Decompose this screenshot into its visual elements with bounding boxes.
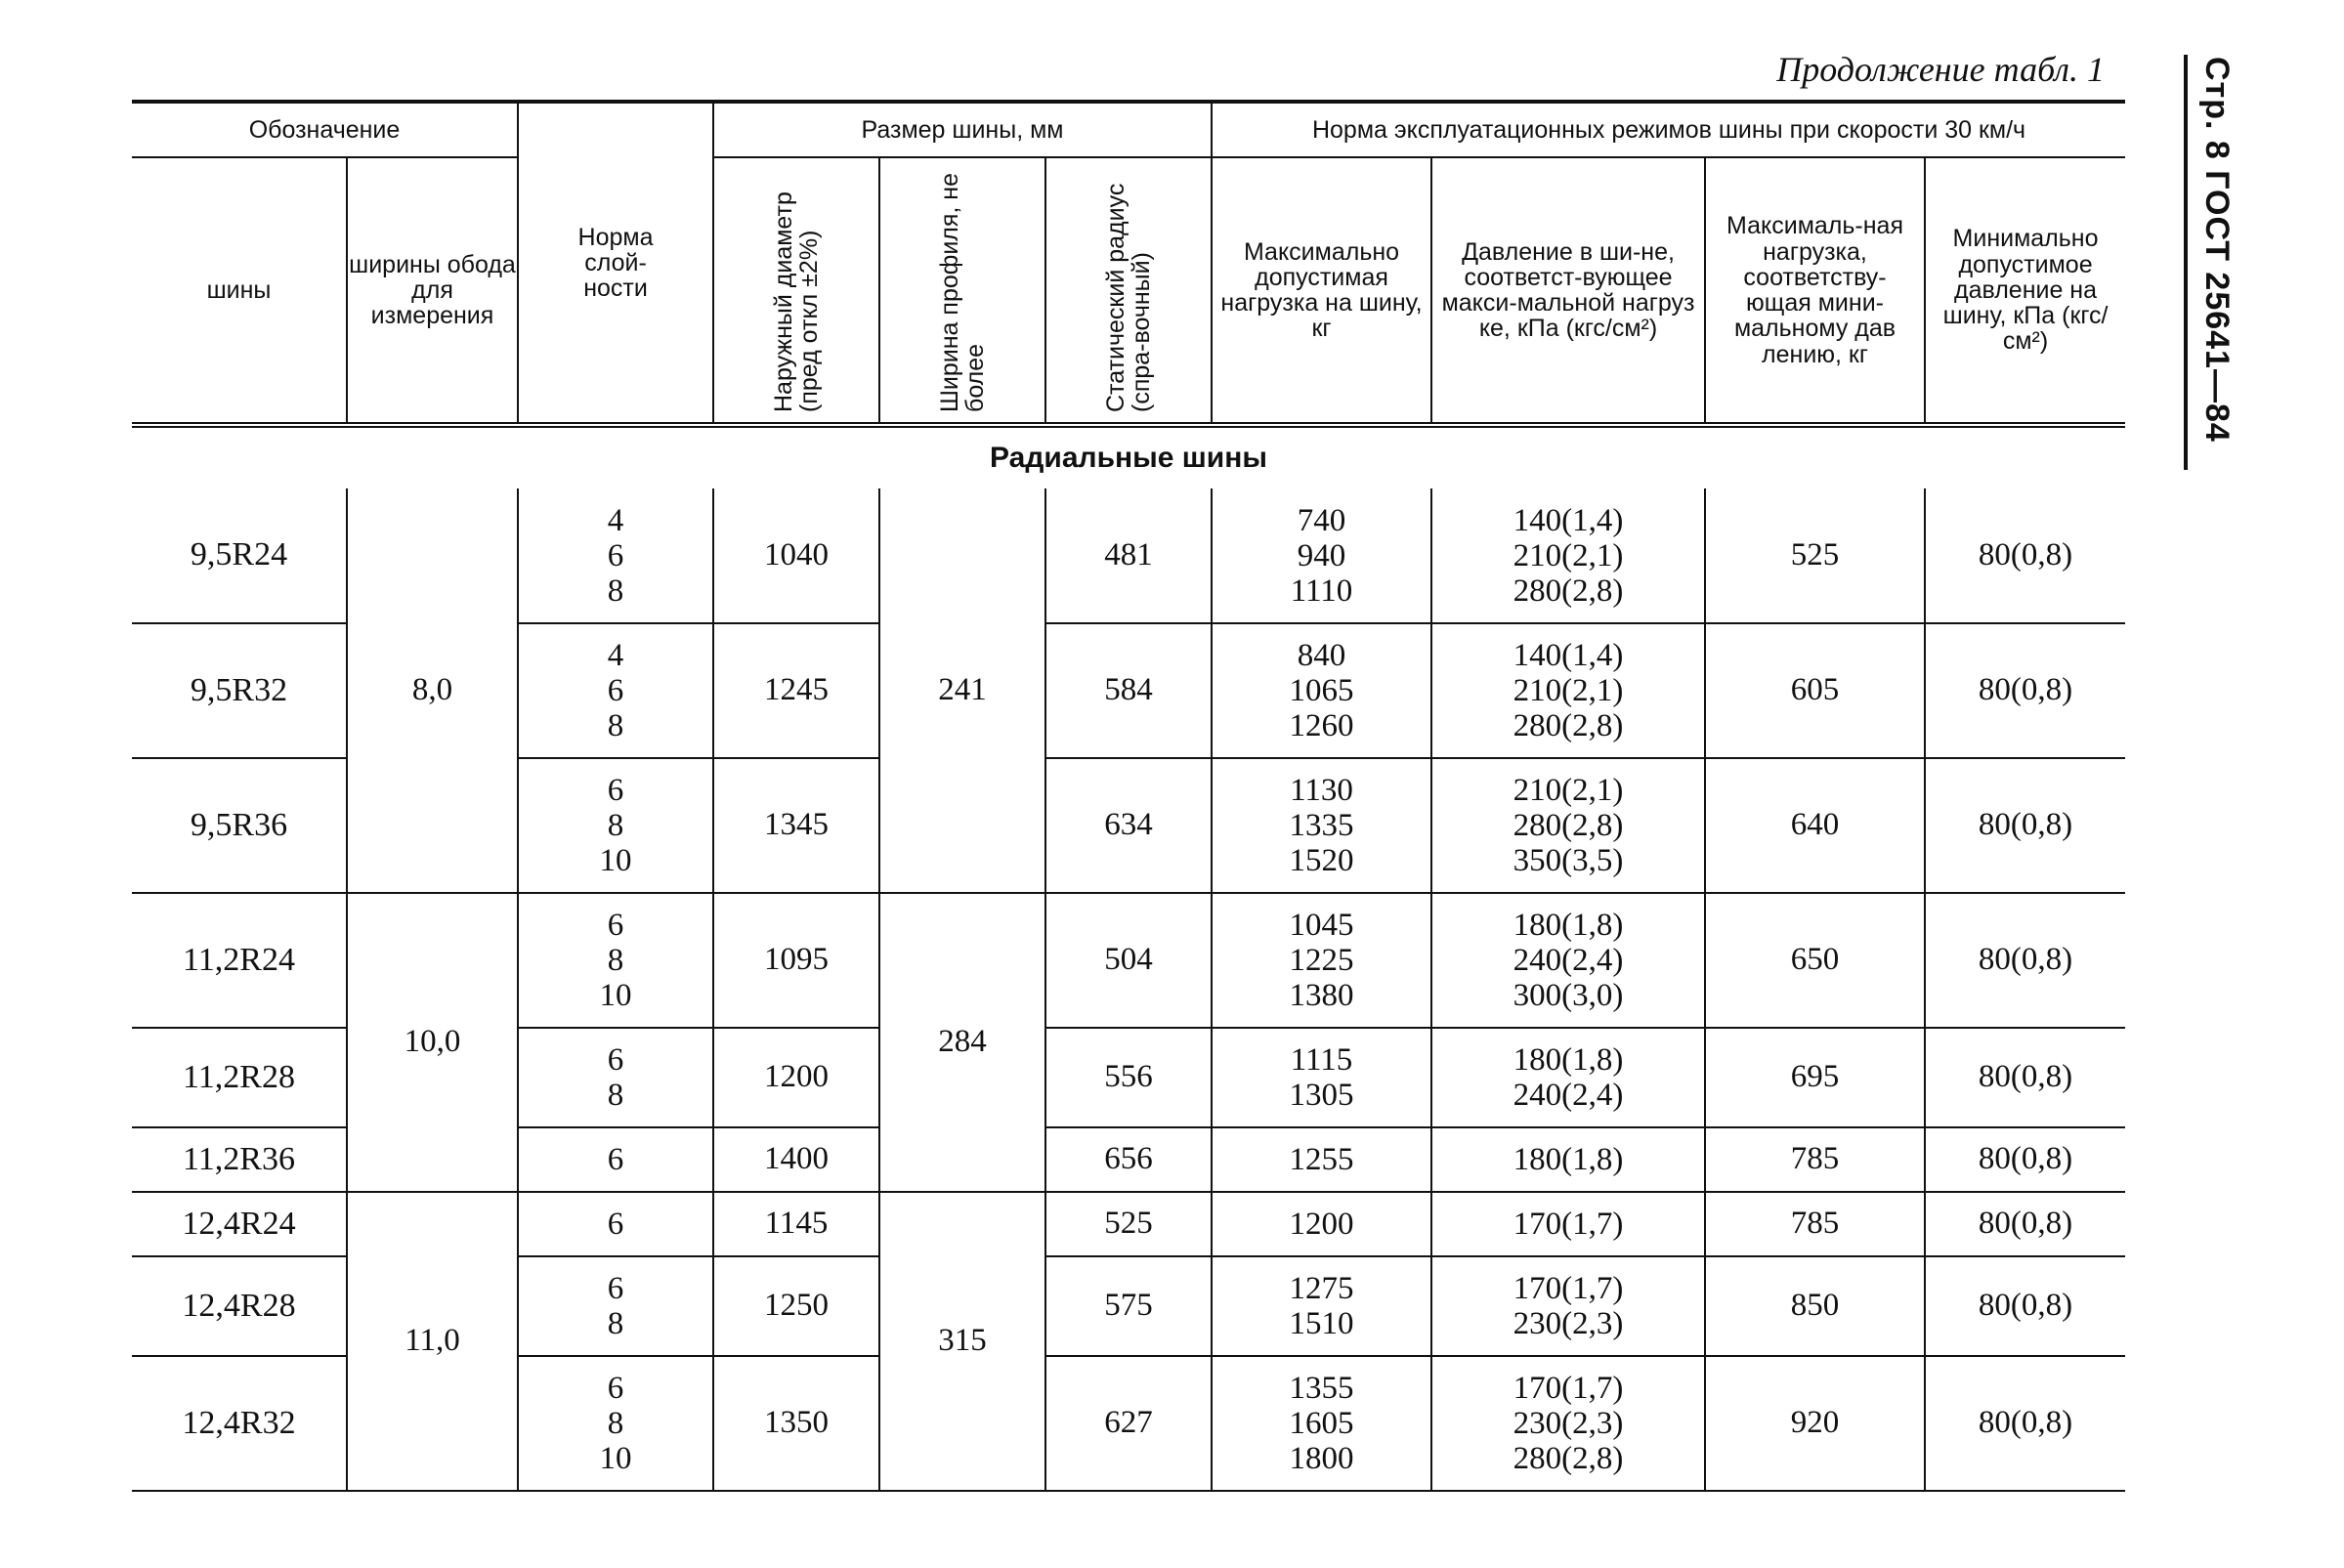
- max-load-value: 1200: [1289, 1207, 1354, 1242]
- header-pressure: Давление в ши-не, соответст-вующее макси-мальной нагруз ке, кПа (кгс/см²): [1431, 157, 1705, 425]
- ply-rating: [518, 488, 713, 623]
- pressure: [1431, 1192, 1705, 1256]
- rim-width: 10,0: [347, 893, 518, 1192]
- ply-rating-value: 8: [607, 708, 624, 743]
- max-load-value: 840: [1297, 638, 1346, 673]
- pressure-value: 240(2,4): [1513, 1078, 1624, 1113]
- header-min-pressure: Минимально допустимое давление на шину, кПа (кгс/см²): [1925, 157, 2125, 425]
- max-load-value: 1255: [1289, 1142, 1354, 1177]
- pressure-value: 350(3,5): [1513, 843, 1624, 878]
- section-title: Радиальные шины: [132, 425, 2125, 488]
- static-radius: 481: [1045, 488, 1212, 623]
- pressure-value: 210(2,1): [1513, 673, 1624, 708]
- max-load-min-pressure: 785: [1705, 1127, 1925, 1192]
- pressure-value: 210(2,1): [1513, 773, 1624, 808]
- min-pressure: 80(0,8): [1925, 488, 2125, 623]
- outer-diameter: 1345: [713, 758, 879, 893]
- pressure-value: 180(1,8): [1513, 1042, 1624, 1078]
- ply-rating-value: 10: [599, 1441, 632, 1476]
- pressure-value: 170(1,7): [1513, 1271, 1624, 1306]
- ply-rating-value: 6: [607, 673, 624, 708]
- ply-rating-value: 8: [607, 572, 624, 609]
- max-load-value: 1130: [1290, 773, 1353, 808]
- pressure-value: 280(2,8): [1513, 1441, 1624, 1476]
- ply-rating: [518, 758, 713, 893]
- ply-rating-value: 6: [607, 773, 624, 808]
- pressure-value: 280(2,8): [1513, 572, 1624, 609]
- ply-rating-value: 4: [607, 502, 624, 538]
- header-max-load-min-pressure: Максималь-ная нагрузка, соответству-ющая мини-мальному дав лению, кг: [1705, 157, 1925, 425]
- ply-rating-value: 6: [607, 1371, 624, 1406]
- pressure-value: 210(2,1): [1513, 537, 1624, 573]
- max-load: [1212, 1356, 1431, 1491]
- pressure-value: 240(2,4): [1513, 943, 1624, 978]
- header-mode-group: Норма эксплуатационных режимов шины при скорости 30 км/ч: [1212, 102, 2125, 157]
- pressure: [1431, 1127, 1705, 1192]
- pressure-value: 280(2,8): [1513, 808, 1624, 843]
- pressure-value: 300(3,0): [1513, 978, 1624, 1013]
- static-radius: 584: [1045, 623, 1212, 758]
- pressure-value: 230(2,3): [1513, 1306, 1624, 1341]
- pressure-value: 170(1,7): [1513, 1371, 1624, 1406]
- ply-rating-value: 8: [607, 1306, 624, 1341]
- static-radius: 556: [1045, 1028, 1212, 1127]
- max-load: [1212, 1028, 1431, 1127]
- ply-rating-value: 6: [607, 1271, 624, 1306]
- static-radius: 525: [1045, 1192, 1212, 1256]
- max-load: [1212, 758, 1431, 893]
- outer-diameter: 1250: [713, 1256, 879, 1356]
- profile-width: 284: [879, 893, 1045, 1192]
- max-load-value: 740: [1297, 502, 1346, 538]
- pressure: [1431, 623, 1705, 758]
- max-load-value: 1510: [1289, 1306, 1354, 1341]
- tire-name: 11,2R28: [132, 1028, 347, 1127]
- tire-name: 12,4R32: [132, 1356, 347, 1491]
- table-row: [132, 1192, 2125, 1256]
- pressure: [1431, 1356, 1705, 1491]
- pressure: [1431, 893, 1705, 1028]
- side-label-text: Стр. 8 ГОСТ 25641—84: [2198, 57, 2236, 443]
- pressure-value: 140(1,4): [1513, 638, 1624, 673]
- pressure: [1431, 1256, 1705, 1356]
- max-load-min-pressure: 640: [1705, 758, 1925, 893]
- outer-diameter: 1040: [713, 488, 879, 623]
- static-radius: 656: [1045, 1127, 1212, 1192]
- max-load-value: 1605: [1289, 1406, 1354, 1441]
- ply-rating-value: 6: [607, 1042, 624, 1078]
- static-radius: 504: [1045, 893, 1212, 1028]
- ply-rating-value: 8: [607, 1406, 624, 1441]
- profile-width: 241: [879, 488, 1045, 893]
- header-outer-diameter: [713, 157, 879, 425]
- static-radius: 634: [1045, 758, 1212, 893]
- ply-rating: [518, 1127, 713, 1192]
- tire-name: 11,2R36: [132, 1127, 347, 1192]
- side-rule: [2184, 55, 2188, 470]
- ply-rating-value: 6: [607, 537, 624, 573]
- ply-rating: [518, 1192, 713, 1256]
- pressure-value: 180(1,8): [1513, 908, 1624, 943]
- max-load: [1212, 893, 1431, 1028]
- header-ply-rating: Норма слой-ности: [518, 102, 713, 425]
- tire-name: 11,2R24: [132, 893, 347, 1028]
- ply-rating: [518, 893, 713, 1028]
- ply-rating-value: 8: [607, 808, 624, 843]
- max-load-min-pressure: 525: [1705, 488, 1925, 623]
- max-load-value: 1275: [1289, 1271, 1354, 1306]
- max-load: [1212, 488, 1431, 623]
- profile-width: 315: [879, 1192, 1045, 1491]
- max-load-min-pressure: 650: [1705, 893, 1925, 1028]
- tire-table: [132, 100, 2125, 1492]
- ply-rating-value: 6: [607, 1207, 624, 1242]
- header-static-radius: [1045, 157, 1212, 425]
- min-pressure: 80(0,8): [1925, 1192, 2125, 1256]
- ply-rating-value: 6: [607, 908, 624, 943]
- tire-name: 9,5R36: [132, 758, 347, 893]
- ply-rating-value: 4: [607, 638, 624, 673]
- header-outer-diameter-text: Наружный диаметр (пред откл ±2%): [769, 191, 823, 412]
- max-load-value: 1305: [1289, 1078, 1354, 1113]
- tire-name: 9,5R32: [132, 623, 347, 758]
- max-load-min-pressure: 850: [1705, 1256, 1925, 1356]
- max-load-value: 1380: [1289, 978, 1354, 1013]
- ply-rating: [518, 623, 713, 758]
- max-load-min-pressure: 920: [1705, 1356, 1925, 1491]
- max-load: [1212, 1192, 1431, 1256]
- min-pressure: 80(0,8): [1925, 1127, 2125, 1192]
- ply-rating: [518, 1356, 713, 1491]
- max-load-value: 1115: [1290, 1042, 1353, 1078]
- static-radius: 575: [1045, 1256, 1212, 1356]
- max-load-value: 1260: [1289, 708, 1354, 743]
- header-static-radius-text: Статический радиус (спра-вочный): [1101, 183, 1155, 412]
- max-load-value: 1225: [1289, 943, 1354, 978]
- pressure: [1431, 1028, 1705, 1127]
- min-pressure: 80(0,8): [1925, 1028, 2125, 1127]
- min-pressure: 80(0,8): [1925, 623, 2125, 758]
- tire-name: 12,4R28: [132, 1256, 347, 1356]
- min-pressure: 80(0,8): [1925, 758, 2125, 893]
- min-pressure: 80(0,8): [1925, 1356, 2125, 1491]
- pressure-value: 140(1,4): [1513, 502, 1624, 538]
- max-load-min-pressure: 785: [1705, 1192, 1925, 1256]
- max-load-value: 1110: [1290, 572, 1353, 609]
- pressure-value: 230(2,3): [1513, 1406, 1624, 1441]
- header-size-group: Размер шины, мм: [713, 102, 1212, 157]
- max-load-value: 1065: [1289, 673, 1354, 708]
- outer-diameter: 1350: [713, 1356, 879, 1491]
- pressure: [1431, 488, 1705, 623]
- max-load: [1212, 623, 1431, 758]
- header-designation: Обозначение: [132, 102, 518, 157]
- header-profile-width: [879, 157, 1045, 425]
- ply-rating-value: 6: [607, 1142, 624, 1177]
- max-load-value: 1355: [1289, 1371, 1354, 1406]
- pressure: [1431, 758, 1705, 893]
- tire-name: 9,5R24: [132, 488, 347, 623]
- pressure-value: 180(1,8): [1513, 1142, 1624, 1177]
- outer-diameter: 1145: [713, 1192, 879, 1256]
- table-caption: Продолжение табл. 1: [1776, 50, 2105, 89]
- max-load-value: 1335: [1289, 808, 1354, 843]
- tire-name: 12,4R24: [132, 1192, 347, 1256]
- outer-diameter: 1200: [713, 1028, 879, 1127]
- rim-width: 11,0: [347, 1192, 518, 1491]
- ply-rating-value: 8: [607, 1078, 624, 1113]
- ply-rating-value: 8: [607, 943, 624, 978]
- pressure-value: 170(1,7): [1513, 1207, 1624, 1242]
- side-label: [2189, 57, 2247, 477]
- header-profile-width-text: Ширина профиля, не более: [935, 172, 989, 412]
- min-pressure: 80(0,8): [1925, 893, 2125, 1028]
- max-load-min-pressure: 605: [1705, 623, 1925, 758]
- max-load: [1212, 1256, 1431, 1356]
- static-radius: 627: [1045, 1356, 1212, 1491]
- max-load-min-pressure: 695: [1705, 1028, 1925, 1127]
- max-load-value: 1045: [1289, 908, 1354, 943]
- rim-width: 8,0: [347, 488, 518, 893]
- max-load: [1212, 1127, 1431, 1192]
- header-max-load: Максимально допустимая нагрузка на шину, кг: [1212, 157, 1431, 425]
- max-load-value: 940: [1297, 537, 1346, 573]
- min-pressure: 80(0,8): [1925, 1256, 2125, 1356]
- ply-rating-value: 10: [599, 843, 632, 878]
- ply-rating: [518, 1028, 713, 1127]
- header-rim-width: ширины обода для измерения: [347, 157, 518, 425]
- table-row: [132, 488, 2125, 623]
- max-load-value: 1800: [1289, 1441, 1354, 1476]
- header-tire: шины: [206, 275, 272, 304]
- ply-rating: [518, 1256, 713, 1356]
- pressure-value: 280(2,8): [1513, 708, 1624, 743]
- outer-diameter: 1095: [713, 893, 879, 1028]
- max-load-value: 1520: [1289, 843, 1354, 878]
- table-row: [132, 893, 2125, 1028]
- outer-diameter: 1245: [713, 623, 879, 758]
- outer-diameter: 1400: [713, 1127, 879, 1192]
- ply-rating-value: 10: [599, 978, 632, 1013]
